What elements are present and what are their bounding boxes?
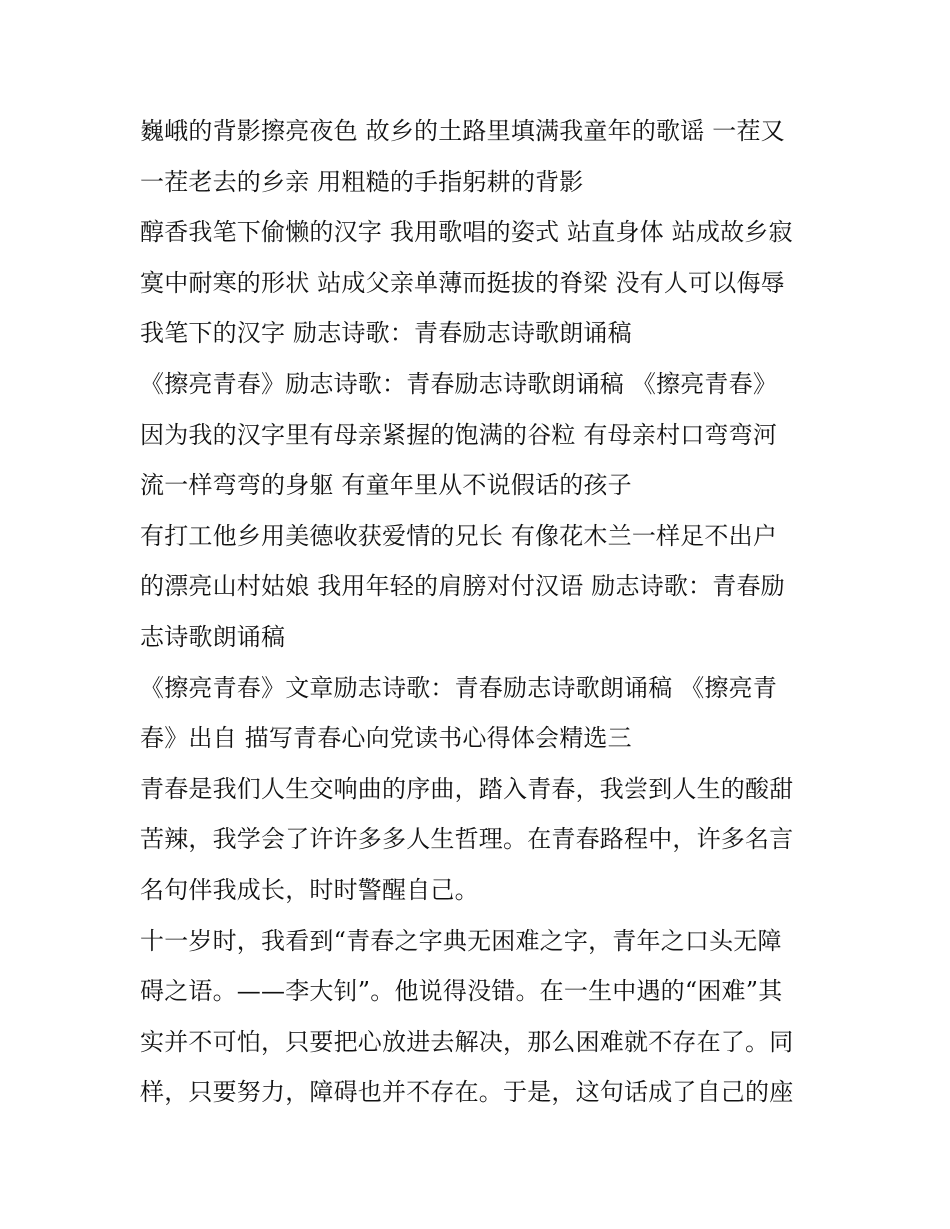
- text-line-18: 碍之语。——李大钊”。他说得没错。在一生中遇的“困难”其: [140, 977, 783, 1006]
- text-line-9: 有打工他乡用美德收获爱情的兄长 有像花木兰一样足不出户: [140, 521, 778, 550]
- text-line-8: 流一样弯弯的身躯 有童年里从不说假话的孩子: [140, 471, 632, 500]
- text-line-3: 醇香我笔下偷懒的汉字 我用歌唱的姿式 站直身体 站成故乡寂: [140, 218, 793, 247]
- text-line-20: 样，只要努力，障碍也并不存在。于是，这句话成了自己的座: [140, 1078, 794, 1107]
- text-line-19: 实并不可怕，只要把心放进去解决，那么困难就不存在了。同: [140, 1027, 794, 1056]
- text-line-14: 青春是我们人生交响曲的序曲，踏入青春，我尝到人生的酸甜: [140, 774, 794, 803]
- text-line-5: 我笔下的汉字 励志诗歌：青春励志诗歌朗诵稿: [140, 319, 632, 348]
- text-line-15: 苦辣，我学会了许许多多人生哲理。在青春路程中，许多名言: [140, 825, 794, 854]
- text-line-16: 名句伴我成长，时时警醒自己。: [140, 875, 479, 904]
- text-line-7: 因为我的汉字里有母亲紧握的饱满的谷粒 有母亲村口弯弯河: [140, 420, 778, 449]
- document-body: [140, 106, 820, 1118]
- text-line-4: 寞中耐寒的形状 站成父亲单薄而挺拔的脊梁 没有人可以侮辱: [140, 268, 785, 297]
- text-line-17: 十一岁时，我看到“青春之字典无困难之字，青年之口头无障: [140, 926, 782, 955]
- text-line-1: 巍峨的背影擦亮夜色 故乡的土路里填满我童年的歌谣 一茬又: [140, 117, 785, 145]
- text-line-6: 《擦亮青春》励志诗歌：青春励志诗歌朗诵稿 《擦亮青春》: [140, 369, 778, 398]
- text-line-12: 《擦亮青春》文章励志诗歌：青春励志诗歌朗诵稿 《擦亮青: [140, 673, 778, 702]
- text-line-11: 志诗歌朗诵稿: [140, 622, 286, 651]
- text-line-2: 一茬老去的乡亲 用粗糙的手指躬耕的背影: [140, 167, 584, 196]
- text-line-10: 的漂亮山村姑娘 我用年轻的肩膀对付汉语 励志诗歌：青春励: [140, 572, 785, 601]
- text-line-13: 春》出自 描写青春心向党读书心得体会精选三: [140, 724, 632, 753]
